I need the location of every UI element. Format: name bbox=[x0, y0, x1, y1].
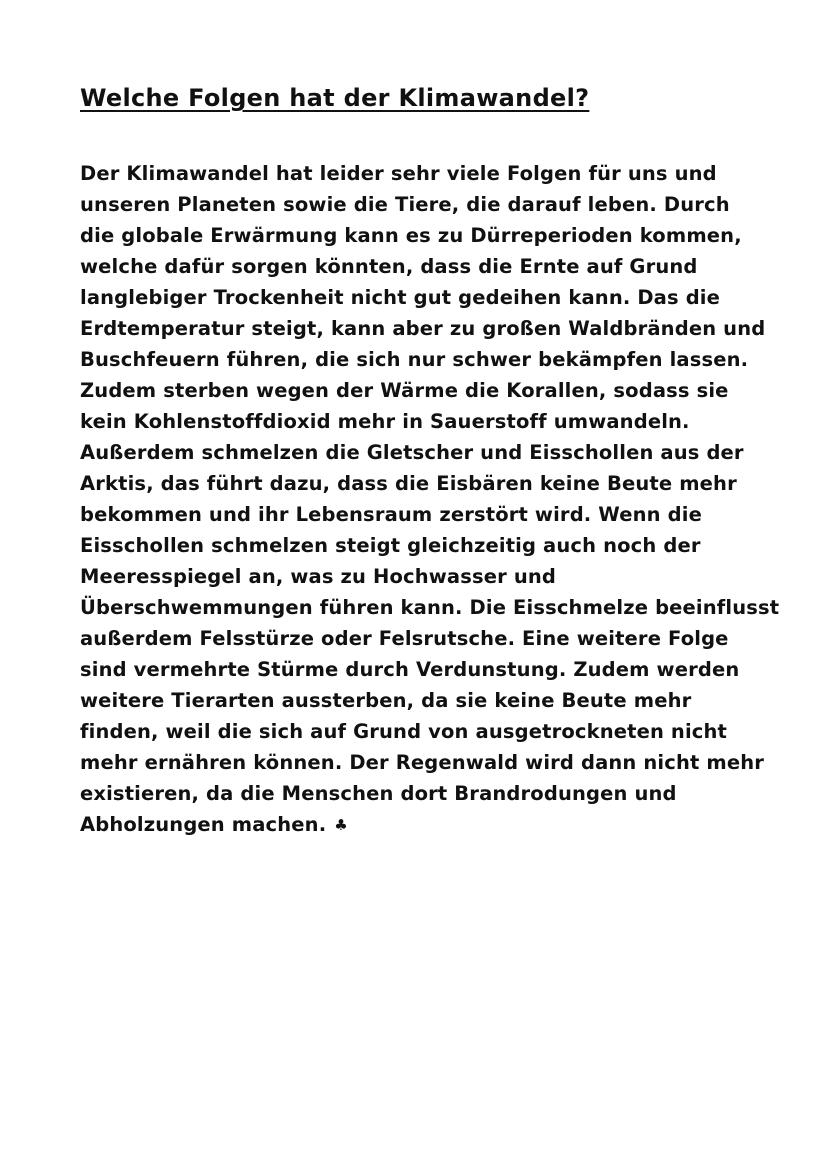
text-line: Meeresspiegel an, was zu Hochwasser und bbox=[80, 565, 557, 588]
text-line: unseren Planeten sowie die Tiere, die darauf leben. Durch bbox=[80, 193, 730, 216]
body-paragraph bbox=[80, 158, 780, 840]
text-line: Buschfeuern führen, die sich nur schwer bekämpfen lassen. bbox=[80, 348, 749, 371]
club-icon: ♣ bbox=[334, 816, 348, 834]
text-line: finden, weil die sich auf Grund von ausgetrockneten nicht bbox=[80, 720, 728, 743]
text-line: sind vermehrte Stürme durch Verdunstung. Zudem werden bbox=[80, 658, 740, 681]
text-line: außerdem Felsstürze oder Felsrutsche. Eine weitere Folge bbox=[80, 627, 729, 650]
text-line-last bbox=[80, 809, 780, 840]
text-line-content: Abholzungen machen. bbox=[80, 813, 327, 836]
text-line: existieren, da die Menschen dort Brandrodungen und bbox=[80, 782, 677, 805]
text-line: Zudem sterben wegen der Wärme die Korallen, sodass sie bbox=[80, 379, 729, 402]
text-line: Arktis, das führt dazu, dass die Eisbären keine Beute mehr bbox=[80, 472, 737, 495]
text-line: langlebiger Trockenheit nicht gut gedeihen kann. Das die bbox=[80, 286, 721, 309]
text-line: welche dafür sorgen könnten, dass die Ernte auf Grund bbox=[80, 255, 698, 278]
text-line: Außerdem schmelzen die Gletscher und Eisschollen aus der bbox=[80, 441, 744, 464]
text-line: Der Klimawandel hat leider sehr viele Folgen für uns und bbox=[80, 162, 717, 185]
page-title: Welche Folgen hat der Klimawandel? bbox=[80, 84, 590, 112]
text-line: kein Kohlenstoffdioxid mehr in Sauerstoff umwandeln. bbox=[80, 410, 690, 433]
text-line: die globale Erwärmung kann es zu Dürreperioden kommen, bbox=[80, 224, 742, 247]
text-line: weitere Tierarten aussterben, da sie keine Beute mehr bbox=[80, 689, 692, 712]
text-line: Erdtemperatur steigt, kann aber zu großen Waldbränden und bbox=[80, 317, 766, 340]
text-line: bekommen und ihr Lebensraum zerstört wird. Wenn die bbox=[80, 503, 702, 526]
text-line: Überschwemmungen führen kann. Die Eisschmelze beeinflusst bbox=[80, 596, 780, 619]
text-line: mehr ernähren können. Der Regenwald wird dann nicht mehr bbox=[80, 751, 765, 774]
text-line: Eisschollen schmelzen steigt gleichzeitig auch noch der bbox=[80, 534, 701, 557]
